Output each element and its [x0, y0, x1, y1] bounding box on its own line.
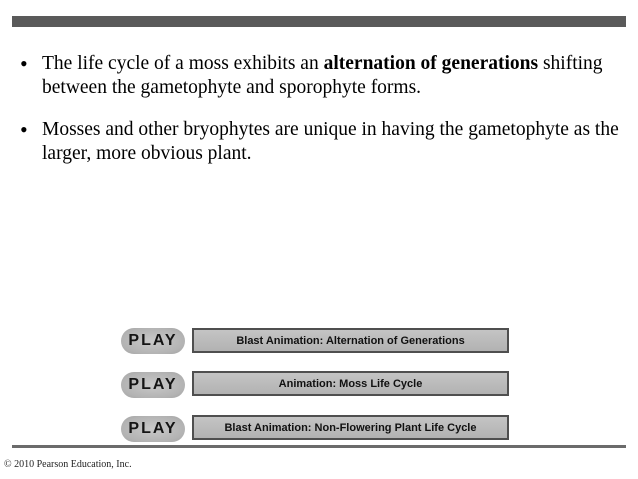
bullet-item [20, 52, 620, 100]
play-button[interactable]: PLAY [121, 416, 185, 442]
media-row-1 [121, 328, 185, 354]
animation-link-non-flowering[interactable] [192, 415, 509, 440]
animation-link-alternation[interactable] [192, 328, 509, 353]
animation-title: Blast Animation: Non-Flowering Plant Life Cycle [224, 421, 477, 434]
bold-term: alternation of generations [323, 53, 539, 74]
play-button[interactable]: PLAY [121, 328, 185, 354]
media-row-2 [121, 372, 185, 398]
copyright-notice: © 2010 Pearson Education, Inc. [4, 459, 132, 470]
media-row-3 [121, 416, 185, 442]
bottom-divider [12, 445, 626, 448]
animation-title: Animation: Moss Life Cycle [278, 377, 423, 390]
top-divider [12, 16, 626, 27]
bullet-icon: • [20, 51, 28, 76]
bullet-text: Mosses and other bryophytes are unique in having the gametophyte as the larger, more obvious plant. [42, 119, 619, 164]
bullet-text: The life cycle of a moss exhibits an alternation of generations shifting between the gametophyte and sporophyte forms. [42, 53, 603, 98]
play-button[interactable]: PLAY [121, 372, 185, 398]
bullet-icon: • [20, 117, 28, 142]
animation-title: Blast Animation: Alternation of Generations [236, 334, 465, 347]
animation-link-moss-life-cycle[interactable] [192, 371, 509, 396]
bullet-list [20, 52, 620, 184]
bullet-item [20, 118, 620, 166]
